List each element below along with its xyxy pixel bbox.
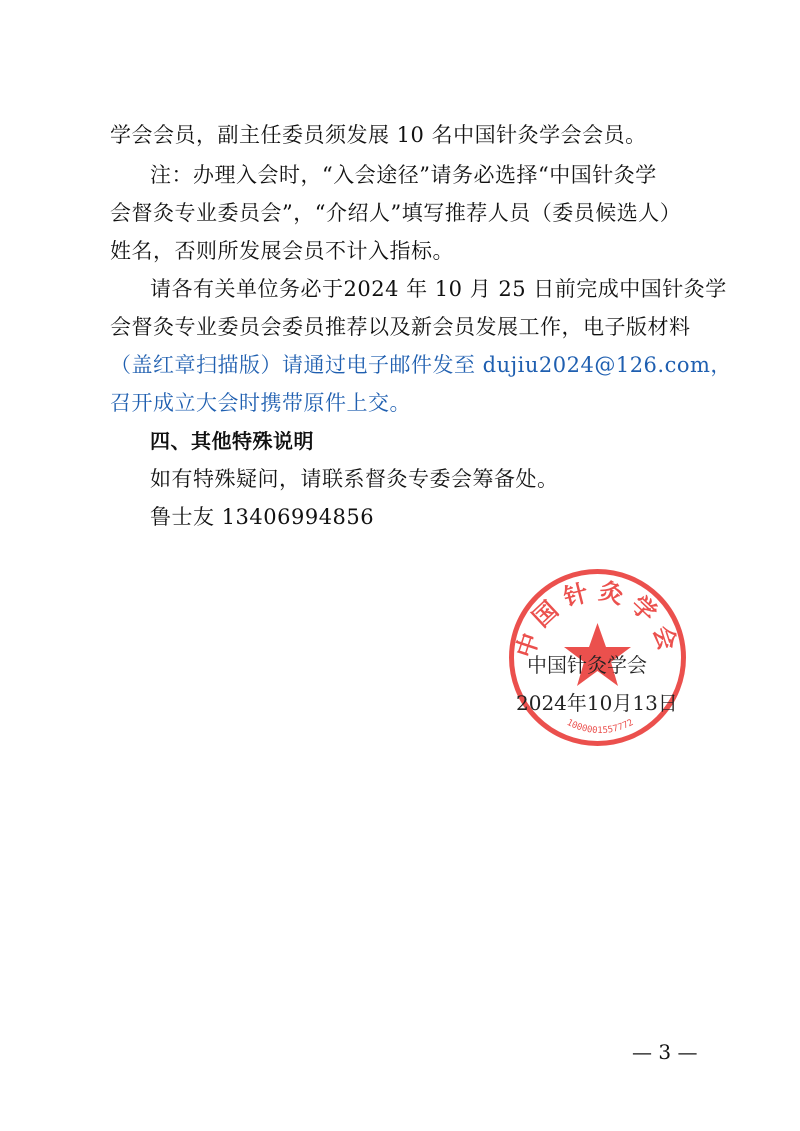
request-line: 请各有关单位务必于2024 年 10 月 25 日前完成中国针灸学	[150, 277, 727, 301]
signature-date: 2024年10月13日	[516, 691, 678, 715]
contact-line: 鲁士友 13406994856	[150, 505, 375, 529]
request-line-email: （盖红章扫描版）请通过电子邮件发至 dujiu2024@126.com，	[110, 353, 732, 377]
note-line: 姓名，否则所发展会员不计入指标。	[110, 239, 454, 263]
section-text: 如有特殊疑问，请联系督灸专委会筹备处。	[150, 467, 559, 491]
seal-serial: 1000001557772	[564, 717, 636, 737]
request-line: 会督灸专业委员会委员推荐以及新会员发展工作，电子版材料	[110, 315, 691, 339]
seal-arc-text: 中国针灸学会	[510, 576, 685, 662]
request-line-submit: 召开成立大会时携带原件上交。	[110, 391, 411, 415]
body-line: 学会会员，副主任委员须发展 10 名中国针灸学会会员。	[110, 123, 647, 147]
signature-org: 中国针灸学会	[527, 653, 647, 677]
note-line: 注：办理入会时，“入会途径”请务必选择“中国针灸学	[150, 163, 657, 187]
section-heading: 四、其他特殊说明	[150, 429, 314, 453]
page-number: — 3 —	[632, 1040, 698, 1064]
note-line: 会督灸专业委员会”，“介绍人”填写推荐人员（委员候选人）	[110, 201, 682, 225]
